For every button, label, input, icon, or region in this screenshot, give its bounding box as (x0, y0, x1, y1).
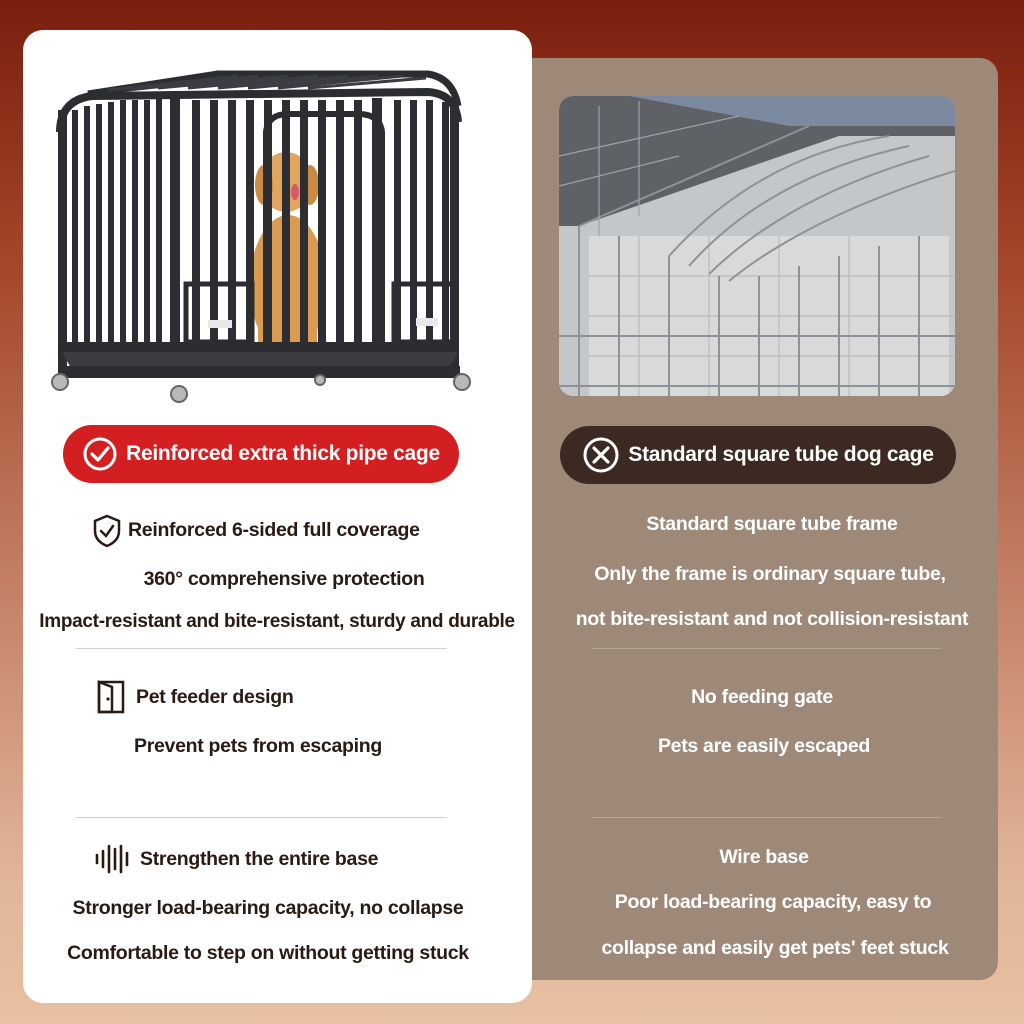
door-icon (96, 680, 126, 719)
good-heading-base: Strengthen the entire base (140, 848, 379, 870)
reinforced-cage-image (48, 70, 478, 410)
good-heading-feeder: Pet feeder design (136, 686, 294, 708)
bad-badge-label: Standard square tube dog cage (628, 443, 934, 466)
x-circle-icon (582, 436, 620, 474)
bars-icon (94, 844, 132, 879)
check-circle-icon (82, 436, 118, 472)
standard-cage-photo (559, 96, 955, 396)
good-line-load: Stronger load-bearing capacity, no collapse (72, 897, 464, 919)
good-line-protection: 360° comprehensive protection (143, 568, 425, 590)
good-line-comfort: Comfortable to step on without getting stuck (67, 942, 469, 964)
bad-line-collapse: collapse and easily get pets' feet stuck (601, 937, 949, 959)
shield-check-icon (92, 514, 122, 553)
bad-badge (560, 426, 956, 484)
good-line-escape: Prevent pets from escaping (134, 735, 382, 757)
divider (76, 648, 447, 649)
good-heading-coverage: Reinforced 6-sided full coverage (128, 519, 420, 541)
divider (593, 648, 941, 649)
bad-heading-gate: No feeding gate (691, 686, 833, 708)
divider (593, 817, 941, 818)
good-badge-label: Reinforced extra thick pipe cage (126, 442, 440, 465)
good-badge (63, 425, 459, 483)
good-line-resistant: Impact-resistant and bite-resistant, sturdy and durable (39, 611, 515, 632)
bad-line-not-resistant: not bite-resistant and not collision-resistant (575, 608, 969, 630)
bad-heading-base: Wire base (719, 846, 809, 868)
divider (76, 817, 447, 818)
bad-heading-frame: Standard square tube frame (646, 513, 898, 535)
bad-line-load: Poor load-bearing capacity, easy to (614, 891, 932, 913)
bad-line-escaped: Pets are easily escaped (657, 735, 871, 757)
bad-line-frame: Only the frame is ordinary square tube, (594, 563, 946, 585)
